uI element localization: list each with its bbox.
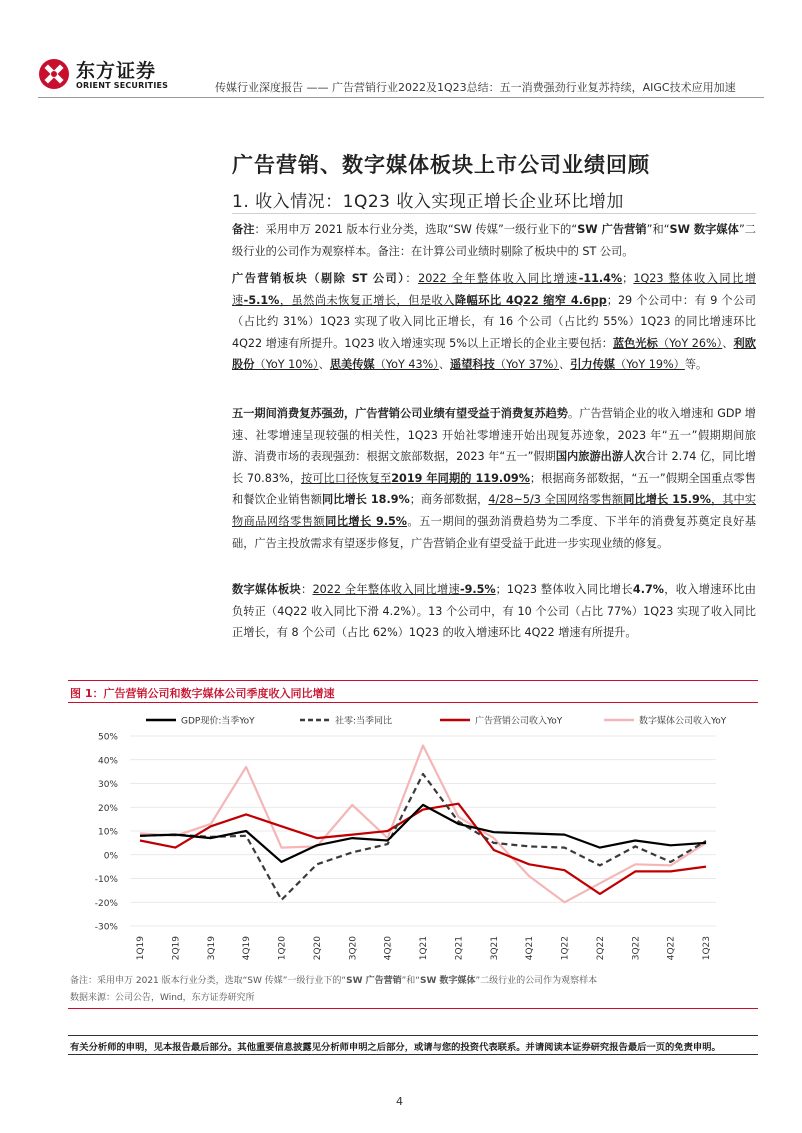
company-yoy: （YoY 19%） (615, 358, 685, 372)
bold-span: 国内旅游出游人次 (555, 450, 646, 464)
company-name: 蓝色光标 (612, 336, 658, 350)
report-header-line: 传媒行业深度报告 —— 广告营销行业2022及1Q23总结：五一消费强劲行业复苏持续，AIGC技术应用加速 (215, 81, 736, 94)
bold-span: 同比增长 18.9% (321, 493, 410, 507)
underline-bold-span: 同比增长 15.9% (623, 493, 711, 507)
x-tick-label: 4Q21 (525, 936, 536, 961)
paragraph-lead: 五一期间消费复苏强劲，广告营销公司业绩有望受益于消费复苏趋势 (232, 407, 569, 420)
x-tick-label: 4Q19 (242, 936, 253, 961)
header-divider (38, 97, 764, 98)
company-yoy: （YoY 37%） (494, 358, 560, 372)
footer-bottom-rule (68, 1054, 758, 1055)
text-span: ；29 个公司中：有 9 个公司（占比约 31%）1Q23 实现了收入同比正增长，有 16 个公司（占比约 55%）1Q23 的同比增速环比 4Q22 增速有所提升。1Q23 收入增速实现 5%以上正增长的企业主要包括： (232, 293, 756, 350)
x-axis (136, 936, 712, 961)
bold-span: SW 广告营销 (346, 976, 402, 986)
x-tick-label: 4Q20 (383, 936, 394, 961)
paragraph-lead: 数字媒体板块 (232, 583, 302, 596)
text-span: ： (405, 272, 419, 285)
company-logo (38, 56, 178, 96)
series-line (140, 805, 706, 862)
x-tick-label: 2Q20 (312, 936, 323, 961)
separator: 、 (318, 358, 330, 372)
legend-label: GDP现价:当季YoY (181, 716, 255, 727)
digital-media-paragraph (232, 579, 756, 644)
figure-source: 数据来源：公司公告，Wind，东方证券研究所 (70, 993, 255, 1003)
section-title: 广告营销、数字媒体板块上市公司业绩回顾 (232, 153, 650, 177)
x-tick-label: 1Q19 (136, 936, 146, 961)
bold-span: 4.7% (632, 583, 664, 596)
text-span: ；1Q23 整体收入同比增长 (495, 583, 633, 596)
y-tick-label: 40% (97, 756, 118, 767)
company-name: 引力传媒 (570, 358, 615, 372)
figure-bottom-rule (68, 1008, 758, 1009)
brand-name-cn: 东方证券 (76, 60, 157, 82)
underline-span: ，虽然尚未恢复正增长，但是收入 (279, 293, 455, 307)
text-span: ”和“ (646, 223, 670, 236)
company-yoy: （YoY 10%） (254, 358, 319, 372)
company-name: 利欧股份 (232, 336, 756, 372)
chart-gridlines (130, 736, 716, 926)
text-span: ，收入增速环比由负转正（4Q22 收入同比下滑 4.2%）。13 个公司中，有 10 个公司（占比 77%）1Q23 实现了收入同比正增长，有 8 个公司（占比 62%）1Q23 的收入增速环比 4Q22 增速有所提升。 (232, 583, 756, 640)
brand-name-en: ORIENT SECURITIES (76, 81, 169, 90)
page-number: 4 (396, 1095, 403, 1108)
underline-bold-span: 同比增长 9.5% (325, 514, 407, 528)
company-yoy: （YoY 26%） (657, 336, 723, 350)
y-tick-label: 20% (97, 803, 118, 814)
x-tick-label: 3Q22 (631, 936, 642, 961)
x-tick-label: 4Q22 (666, 936, 677, 961)
y-tick-label: -30% (94, 922, 118, 933)
text-span: ；商务部数据， (409, 493, 489, 507)
text-span: ”二级行业的公司作为观察样本 (475, 976, 598, 986)
bold-span: SW 数字媒体 (419, 976, 476, 986)
ad-marketing-paragraph (232, 268, 756, 376)
figure-top-rule (68, 680, 758, 681)
x-tick-label: 1Q22 (560, 936, 571, 961)
text-span: 。五一期间的强劲消费趋势为二季度、下半年的消费复苏奠定良好基础，广告主投放需求有望逐步修复，广告营销企业有望受益于此进一步实现业绩的修复。 (232, 514, 756, 550)
y-tick-label: 10% (97, 827, 118, 838)
chart-legend (146, 715, 727, 727)
series-line (140, 804, 706, 894)
y-tick-label: 0% (103, 851, 118, 862)
bold-span: SW 数字媒体 (669, 223, 739, 236)
underline-span: 4/28~5/3 全国网络零售额 (488, 493, 624, 507)
footer-disclaimer: 有关分析师的申明，见本报告最后部分。其他重要信息披露见分析师申明之后部分，或请与您的投资代表联系。并请阅读本证券研究报告最后一页的免责申明。 (70, 1042, 721, 1053)
company-name: 遥望科技 (450, 358, 495, 372)
note-paragraph (232, 219, 756, 262)
subsection-title: 1. 收入情况：1Q23 收入实现正增长企业环比增加 (232, 192, 624, 212)
underline-bold-span: -9.5% (459, 583, 496, 596)
title-divider (232, 213, 756, 214)
paragraph-lead: 广告营销板块（剔除 ST 公司） (232, 272, 406, 285)
x-tick-label: 3Q19 (206, 936, 217, 961)
company-yoy: （YoY 43%） (374, 358, 439, 372)
underline-bold-span: 2019 年同期的 119.09% (391, 471, 530, 485)
figure-title-rule (68, 702, 758, 703)
note-lead: 备注 (232, 223, 255, 236)
separator: 、 (438, 358, 451, 372)
footer-top-rule (68, 1035, 758, 1036)
y-tick-label: 50% (97, 732, 118, 743)
separator: 、 (559, 358, 571, 372)
y-tick-label: -10% (94, 875, 118, 885)
text-span: ”和“ (401, 976, 420, 986)
underline-span: 按可比口径恢复至 (300, 471, 392, 485)
x-tick-label: 1Q21 (419, 936, 429, 961)
legend-label: 广告营销公司收入YoY (475, 716, 563, 727)
underline-span: 1Q23 整体收入同比增速 (232, 272, 757, 307)
x-tick-label: 1Q23 (702, 936, 712, 961)
x-tick-label: 3Q20 (348, 936, 359, 961)
underline-span: ，其中实物商品网络零售额 (232, 493, 756, 528)
figure-note (70, 973, 597, 986)
figure-title: 图 1：广告营销公司和数字媒体公司季度收入同比增速 (70, 687, 335, 700)
x-tick-label: 2Q21 (454, 936, 465, 961)
text-span: 等。 (684, 358, 708, 372)
underline-span: 2022 全年整体收入同比增速 (312, 583, 460, 596)
text-span: ：采用申万 2021 版本行业分类，选取“SW 传媒”一级行业下的“ (254, 223, 578, 236)
orient-logo-icon (38, 58, 70, 90)
x-tick-label: 2Q22 (595, 936, 606, 961)
underline-span: 2022 全年整体收入同比增速 (418, 272, 579, 285)
underline-bold-span: 降幅环比 4Q22 缩窄 4.6pp (454, 293, 607, 307)
text-span: 合计 2.74 亿，同比增长 70.83%， (232, 450, 756, 485)
text-span: ”二级行业的公司作为观察样本。备注：在计算公司业绩时剔除了板块中的 ST 公司。 (232, 223, 756, 258)
underline-bold-span: -5.1% (243, 293, 280, 307)
y-axis (95, 733, 119, 933)
underline-bold-span: -11.4% (578, 272, 623, 285)
x-tick-label: 2Q19 (171, 936, 182, 961)
consumption-paragraph (232, 403, 756, 554)
text-span: ；根据商务部数据，“五一”假期全国重点零售和餐饮企业销售额 (232, 471, 756, 507)
text-span: ： (301, 583, 313, 596)
company-name: 思美传媒 (329, 358, 375, 372)
x-tick-label: 1Q20 (277, 936, 288, 961)
bold-span: SW 广告营销 (577, 223, 647, 236)
y-tick-label: 30% (97, 780, 118, 790)
text-span: ； (622, 272, 634, 285)
revenue-growth-line-chart (68, 706, 758, 968)
y-tick-label: -20% (94, 898, 118, 909)
text-span: 备注：采用申万 2021 版本行业分类，选取“SW 传媒”一级行业下的“ (70, 976, 347, 986)
legend-label: 数字媒体公司收入YoY (639, 716, 727, 727)
text-span: 。广告营销企业的收入增速和 GDP 增速、社零增速呈现较强的相关性，1Q23 开始社零增速开始出现复苏迹象，2023 年“五一”假期期间旅游、消费市场的表现强劲：根据文旅部数据，2023 年“五一”假期 (232, 407, 756, 464)
separator: 、 (722, 336, 734, 350)
x-tick-label: 3Q21 (489, 936, 500, 961)
legend-label: 社零:当季同比 (335, 716, 393, 727)
